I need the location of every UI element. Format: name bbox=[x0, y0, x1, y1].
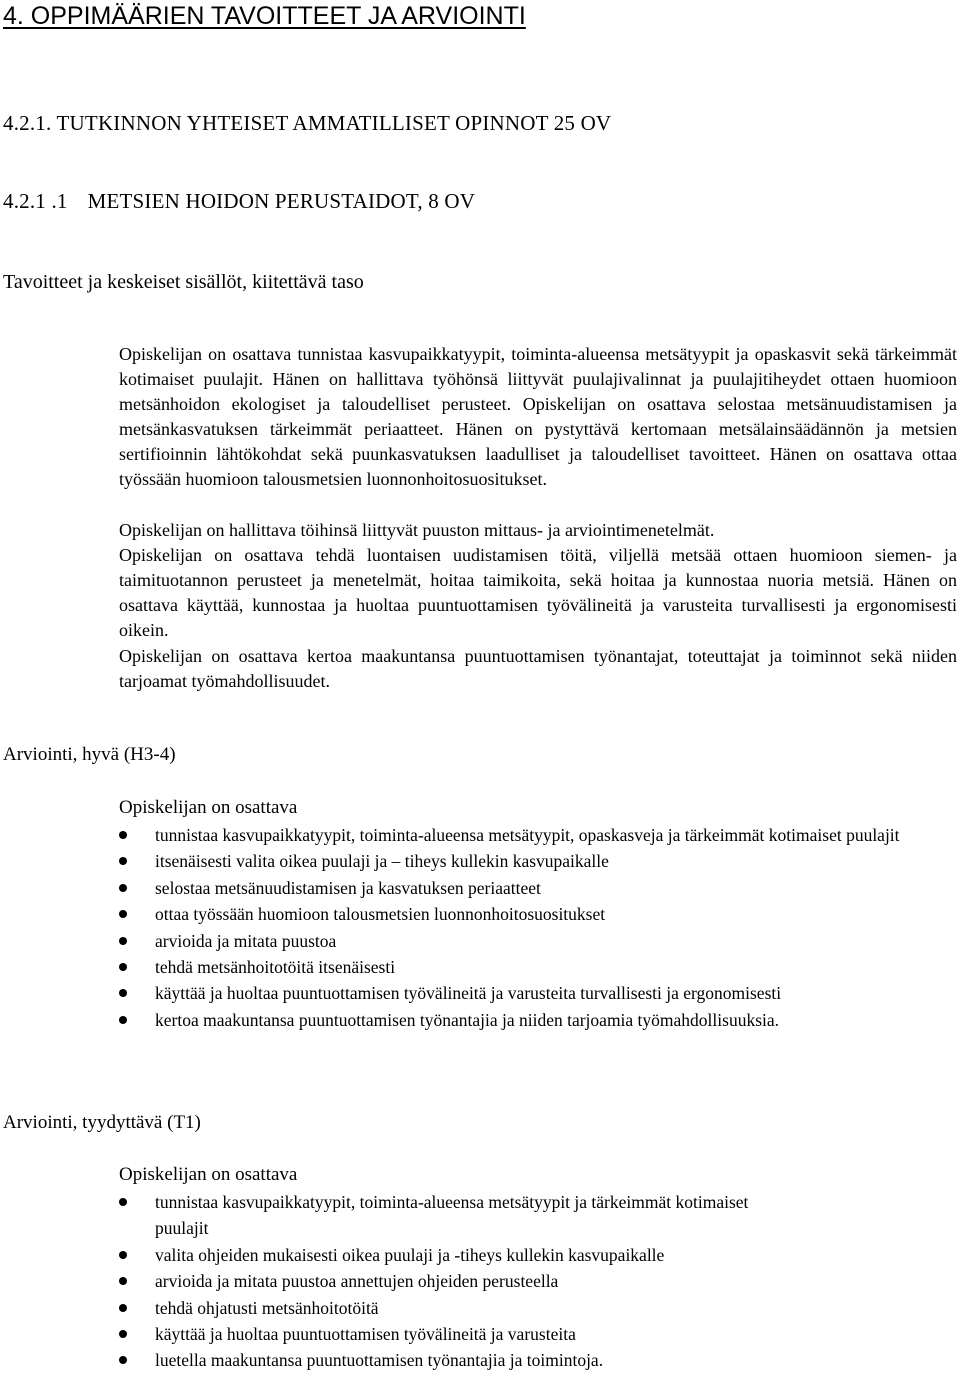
list-item-text: käyttää ja huoltaa puuntuottamisen työvälineitä ja varusteita bbox=[155, 1324, 576, 1345]
list-item-text: arvioida ja mitata puustoa annettujen ohjeiden perusteella bbox=[155, 1271, 559, 1292]
module-heading bbox=[3, 187, 475, 215]
list-item-text: selostaa metsänuudistamisen ja kasvatuksen periaatteet bbox=[155, 877, 541, 898]
bullet-icon bbox=[119, 989, 127, 997]
list-item bbox=[0, 954, 960, 980]
list-item-text: itsenäisesti valita oikea puulaji ja – tiheys kullekin kasvupaikalle bbox=[155, 851, 609, 872]
bullet-icon bbox=[119, 831, 127, 839]
assessment-good-intro: Opiskelijan on osattava bbox=[119, 797, 298, 818]
bullet-icon bbox=[119, 1251, 127, 1259]
assessment-satisfactory-heading: Arviointi, tyydyttävä (T1) bbox=[3, 1112, 201, 1133]
bullet-icon bbox=[119, 1198, 127, 1206]
list-item-text: tunnistaa kasvupaikkatyypit, toiminta-alueensa metsätyypit, opaskasveja ja tärkeimmät kotimaiset puulajit bbox=[155, 825, 900, 845]
list-item bbox=[0, 1295, 960, 1321]
list-item bbox=[0, 1268, 960, 1294]
bullet-icon bbox=[119, 963, 127, 971]
goals-paragraph: Opiskelijan on osattava tehdä luontaisen uudistamisen töitä, viljellä metsää ottaen huomioon siemen- ja taimituotannon perusteet ja menetelmät, hoitaa taimikoita, sekä hoitaa ja kunnostaa nuoria metsiä. Hänen on osattava käyttää, kunnostaa ja huoltaa puuntuottamisen työvälineitä ja varusteita turvallisesti ja ergonomisesti oikein. bbox=[119, 545, 957, 641]
bullet-icon bbox=[119, 1304, 127, 1312]
page-title: 4. OPPIMÄÄRIEN TAVOITTEET JA ARVIOINTI bbox=[3, 2, 526, 30]
assessment-satisfactory-list bbox=[0, 1189, 960, 1374]
list-item bbox=[0, 1321, 960, 1347]
bullet-icon bbox=[119, 857, 127, 865]
list-item bbox=[0, 1189, 809, 1242]
list-item-text: valita ohjeiden mukaisesti oikea puulaji ja -tiheys kullekin kasvupaikalle bbox=[155, 1244, 665, 1265]
goals-paragraph: Opiskelijan on hallittava töihinsä liittyvät puuston mittaus- ja arviointimenetelmät. bbox=[119, 520, 715, 540]
goals-paragraph: Opiskelijan on osattava kertoa maakuntansa puuntuottamisen työnantajat, toteuttajat ja toiminnot sekä niiden tarjoamat työmahdollisuudet. bbox=[119, 646, 957, 692]
list-item-text: luetella maakuntansa puuntuottamisen työnantajia ja toimintoja. bbox=[155, 1350, 604, 1371]
list-item-text: tehdä metsänhoitotöitä itsenäisesti bbox=[155, 957, 396, 978]
list-item bbox=[0, 928, 960, 954]
list-item bbox=[0, 901, 960, 927]
assessment-good-list bbox=[0, 822, 960, 1033]
list-item-text: kertoa maakuntansa puuntuottamisen työnantajia ja niiden tarjoamia työmahdollisuuksia. bbox=[155, 1009, 780, 1030]
list-item-text: käyttää ja huoltaa puuntuottamisen työvälineitä ja varusteita turvallisesti ja ergonomisesti bbox=[155, 983, 782, 1004]
section-subtitle: 4.2.1. TUTKINNON YHTEISET AMMATILLISET OPINNOT 25 OV bbox=[3, 111, 612, 135]
assessment-good-heading: Arviointi, hyvä (H3-4) bbox=[3, 744, 176, 765]
list-item-text: tunnistaa kasvupaikkatyypit, toiminta-alueensa metsätyypit ja tärkeimmät kotimaiset puulajit bbox=[155, 1192, 749, 1239]
goals-heading: Tavoitteet ja keskeiset sisällöt, kiitettävä taso bbox=[3, 271, 364, 293]
list-item-text: tehdä ohjatusti metsänhoitotöitä bbox=[155, 1297, 379, 1318]
list-item bbox=[0, 848, 960, 874]
bullet-icon bbox=[119, 884, 127, 892]
bullet-icon bbox=[119, 1356, 127, 1364]
module-title: METSIEN HOIDON PERUSTAIDOT, 8 OV bbox=[87, 189, 476, 213]
list-item bbox=[0, 980, 960, 1006]
list-item-text: ottaa työssään huomioon talousmetsien luonnonhoitosuositukset bbox=[155, 904, 606, 925]
module-number: 4.2.1 .1 bbox=[3, 189, 68, 213]
list-item bbox=[0, 875, 960, 901]
list-item-text: arvioida ja mitata puustoa bbox=[155, 930, 337, 951]
goals-paragraph: Opiskelijan on osattava tunnistaa kasvupaikkatyypit, toiminta-alueensa metsätyypit ja opaskasvit sekä tärkeimmät kotimaiset puulajit. Hänen on hallittava työhönsä liittyvät puulajivalinnat ja puulajitiheydet ottaen huomioon metsänhoidon ekologiset ja taloudelliset perusteet. Opiskelijan on osattava selostaa metsänuudistamisen ja metsänkasvatuksen tärkeimmät periaatteet. Hänen on pystyttävä kertomaan metsälainsäädännön ja metsien sertifioinnin lähtökohdat sekä puunkasvatuksen laadulliset ja taloudelliset tavoitteet. Hänen on osattava ottaa työssään huomioon talousmetsien luonnonhoitosuositukset. bbox=[119, 344, 957, 490]
bullet-icon bbox=[119, 1277, 127, 1285]
list-item bbox=[0, 1347, 960, 1373]
assessment-satisfactory-intro: Opiskelijan on osattava bbox=[119, 1164, 298, 1185]
bullet-icon bbox=[119, 1330, 127, 1338]
list-item bbox=[0, 1242, 960, 1268]
list-item bbox=[0, 1007, 960, 1033]
list-item bbox=[0, 822, 960, 848]
bullet-icon bbox=[119, 910, 127, 918]
bullet-icon bbox=[119, 1016, 127, 1024]
bullet-icon bbox=[119, 937, 127, 945]
